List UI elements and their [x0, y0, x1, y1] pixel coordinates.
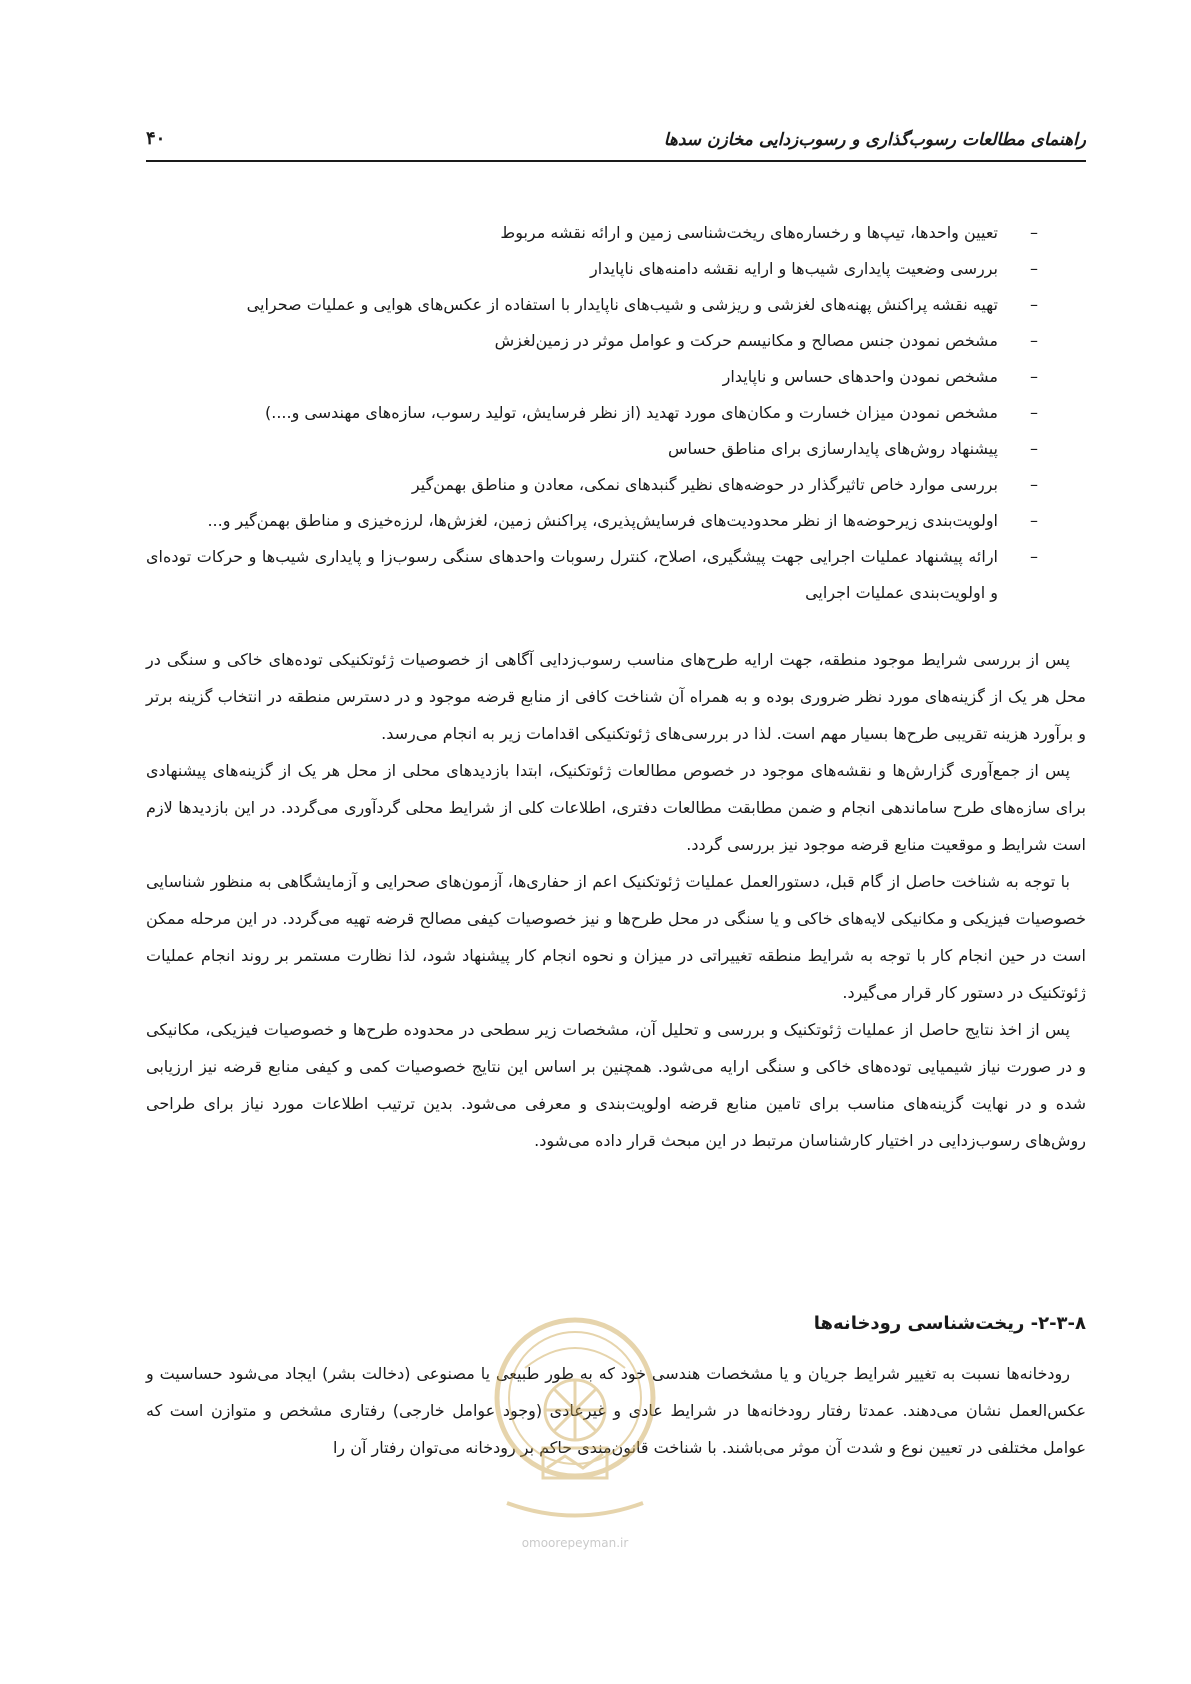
bullet-dash: –	[1030, 223, 1038, 242]
bullet-dash: –	[1030, 475, 1038, 494]
bullet-dash: –	[1030, 295, 1038, 314]
list-item-text: بررسی موارد خاص تاثیرگذار در حوضه‌های نظیر گنبدهای نمکی، معادن و مناطق بهمن‌گیر	[411, 475, 998, 494]
list-item-text: اولویت‌بندی زیرحوضه‌ها از نظر محدودیت‌های فرسایش‌پذیری، پراکنش زمین، لغزش‌ها، لرزه‌خیزی و مناطق بهمن‌گیر و...	[207, 511, 998, 530]
list-item	[146, 467, 1038, 503]
list-item-text: بررسی وضعیت پایداری شیب‌ها و ارایه نقشه دامنه‌های ناپایدار	[590, 259, 998, 278]
list-item	[146, 431, 1038, 467]
list-item-text: تهیه نقشه پراکنش پهنه‌های لغزشی و ریزشی و شیب‌های ناپایدار با استفاده از عکس‌های هوایی و عملیات صحرایی	[246, 295, 998, 314]
list-item	[146, 395, 1038, 431]
list-item-text: ارائه پیشنهاد عملیات اجرایی جهت پیشگیری، اصلاح، کنترل رسوبات واحدهای سنگی رسوب‌زا و پایداری شیب‌ها و حرکات توده‌ای و اولویت‌بندی عملیات اجرایی	[146, 547, 998, 602]
bullet-dash: –	[1030, 511, 1038, 530]
page-number: ۴۰	[146, 128, 166, 149]
watermark-url: omoorepeyman.ir	[521, 1536, 629, 1550]
paragraph: با توجه به شناخت حاصل از گام قبل، دستورالعمل عملیات ژئوتکنیک اعم از حفاری‌ها، آزمون‌های صحرایی و آزمایشگاهی به منظور شناسایی خصوصیات فیزیکی و مکانیکی لایه‌های خاکی و یا سنگی در محل طرح‌ها و نیز خصوصیات کیفی مصالح قرضه تهیه می‌گردد. در این مرحله ممکن است در حین انجام کار با توجه به شرایط منطقه تغییراتی در میزان و نحوه انجام کار پیشنهاد شود، لذا نظارت مستمر بر روند انجام عملیات ژئوتکنیک در دستور کار قرار می‌گیرد.	[146, 872, 1086, 1002]
bullet-dash: –	[1030, 439, 1038, 458]
bullet-dash: –	[1030, 403, 1038, 422]
list-item	[146, 359, 1038, 395]
list-item	[146, 215, 1038, 251]
paragraph: پس از اخذ نتایج حاصل از عملیات ژئوتکنیک و بررسی و تحلیل آن، مشخصات زیر سطحی در محدوده طرح‌ها و خصوصیات فیزیکی، مکانیکی و در صورت نیاز شیمیایی توده‌های خاکی و سنگی ارایه می‌شود. همچنین بر اساس این نتایج خصوصیات کمی و کیفی منابع قرضه نیز ارزیابی شده و در نهایت گزینه‌های مناسب برای تامین منابع قرضه اولویت‌بندی و معرفی می‌شود. بدین ترتیب اطلاعات مورد نیاز برای طراحی روش‌های رسوب‌زدایی در اختیار کارشناسان مرتبط در این مبحث قرار داده می‌شود.	[146, 1020, 1086, 1150]
paragraph: رودخانه‌ها نسبت به تغییر شرایط جریان و یا مشخصات هندسی خود که به طور طبیعی یا مصنوعی (دخالت بشر) ایجاد می‌شود حساسیت و عکس‌العمل نشان می‌دهند. عمدتا رفتار رودخانه‌ها در شرایط عادی و غیرعادی (وجود عوامل خارجی) رفتاری مشخص و متوازن است که عوامل مختلفی در تعیین نوع و شدت آن موثر می‌باشند. با شناخت قانون‌مندی حاکم بر رودخانه می‌توان رفتار آن را	[146, 1364, 1086, 1457]
bullet-list	[146, 215, 1038, 611]
list-item-text: مشخص نمودن جنس مصالح و مکانیسم حرکت و عوامل موثر در زمین‌لغزش	[494, 331, 998, 350]
running-title: راهنمای مطالعات رسوب‌گذاری و رسوب‌زدایی مخازن سدها	[663, 130, 1086, 150]
bullet-dash: –	[1030, 547, 1038, 566]
list-item-text: مشخص نمودن میزان خسارت و مکان‌های مورد تهدید (از نظر فرسایش، تولید رسوب، سازه‌های مهندسی و....)	[264, 403, 998, 422]
bullet-dash: –	[1030, 331, 1038, 350]
list-item	[146, 287, 1038, 323]
watermark	[485, 1298, 665, 1568]
paragraph: پس از جمع‌آوری گزارش‌ها و نقشه‌های موجود در خصوص مطالعات ژئوتکنیک، ابتدا بازدیدهای محلی از محل هر یک از گزینه‌های پیشنهادی برای سازه‌های طرح ساماندهی انجام و ضمن مطابقت مطالعات دفتری، اطلاعات کلی از شرایط محلی گردآوری می‌گردد. در این بازدیدها لازم است شرایط و موقعیت منابع قرضه موجود نیز بررسی گردد.	[146, 761, 1086, 854]
section-heading: ۲-۳-۸- ریخت‌شناسی رودخانه‌ها	[813, 1313, 1086, 1334]
header-rule	[146, 160, 1086, 162]
list-item	[146, 251, 1038, 287]
watermark-seal-icon	[485, 1298, 665, 1533]
list-item-text: تعیین واحدها، تیپ‌ها و رخساره‌های ریخت‌شناسی زمین و ارائه نقشه مربوط	[500, 223, 998, 242]
list-item	[146, 323, 1038, 359]
list-item	[146, 539, 1038, 611]
paragraph: پس از بررسی شرایط موجود منطقه، جهت ارایه طرح‌های مناسب رسوب‌زدایی آگاهی از خصوصیات ژئوتکنیکی توده‌های خاکی و سنگی در محل هر یک از گزینه‌های مورد نظر ضروری بوده و به همراه آن شناخت کافی از منابع قرضه موجود و در دسترس منطقه در انتخاب گزینه برتر و برآورد هزینه تقریبی طرح‌ها بسیار مهم است. لذا در بررسی‌های ژئوتکنیکی اقدامات زیر به انجام می‌رسد.	[146, 650, 1086, 743]
page-header	[146, 124, 1086, 164]
bullet-dash: –	[1030, 259, 1038, 278]
bullet-dash: –	[1030, 367, 1038, 386]
list-item	[146, 503, 1038, 539]
body-text	[146, 641, 1086, 1159]
list-item-text: مشخص نمودن واحدهای حساس و ناپایدار	[722, 367, 998, 386]
list-item-text: پیشنهاد روش‌های پایدارسازی برای مناطق حساس	[667, 439, 998, 458]
